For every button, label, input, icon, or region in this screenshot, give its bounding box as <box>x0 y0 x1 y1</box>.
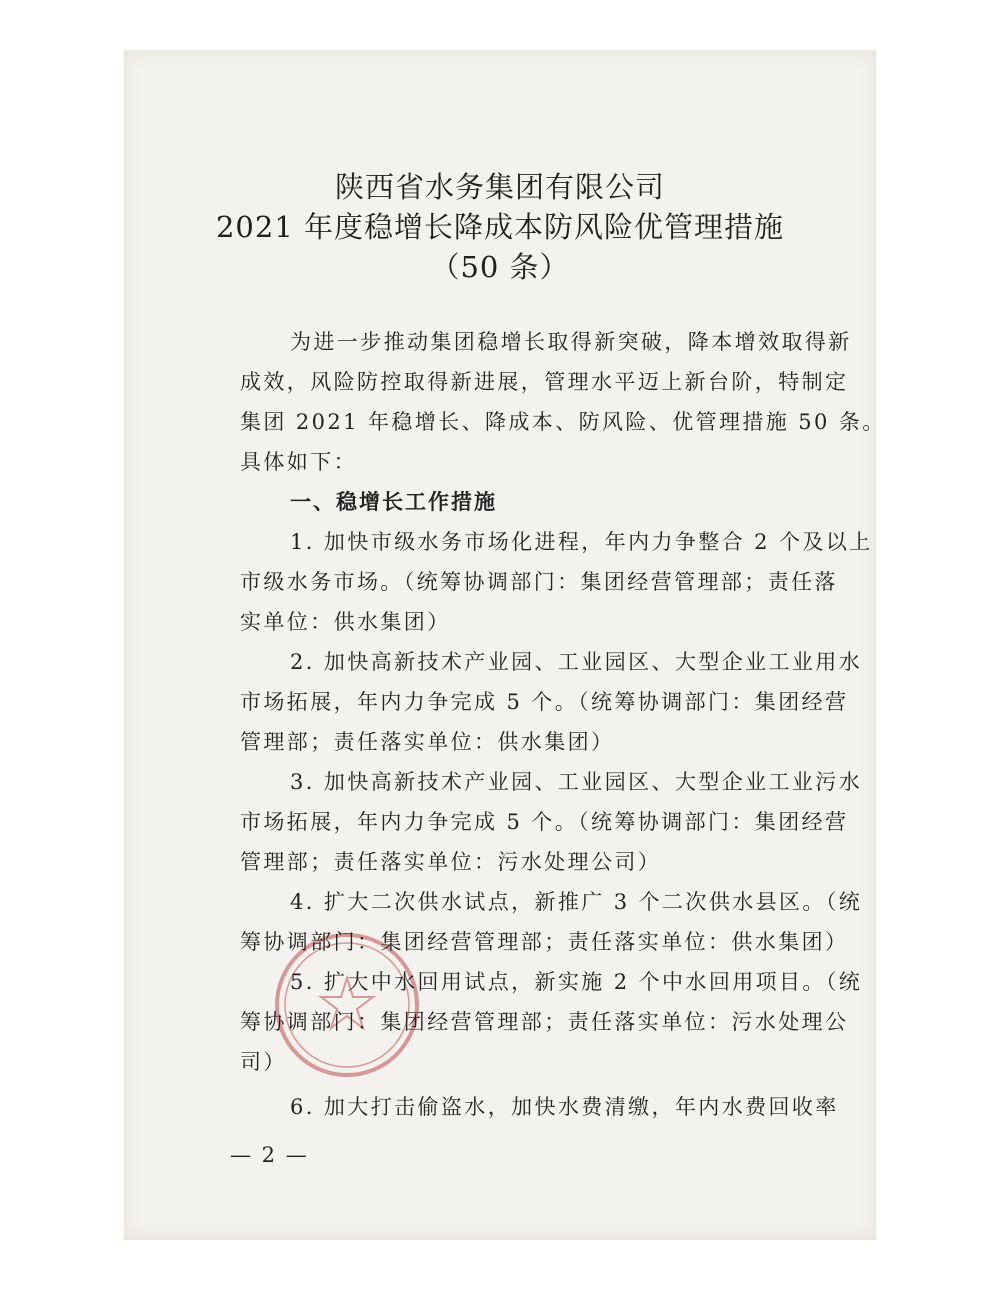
item-line: 筹协调部门：集团经营管理部；责任落实单位：污水处理公 <box>240 1010 849 1034</box>
doc-title-line-2: 2021 年度稳增长降成本防风险优管理措施 <box>215 210 785 244</box>
item-line: 1. 加快市级水务市场化进程，年内力争整合 2 个及以上 <box>290 530 873 554</box>
intro-line: 具体如下： <box>240 450 357 474</box>
item-line: 6. 加大打击偷盗水，加快水费清缴，年内水费回收率 <box>290 1095 839 1119</box>
intro-line: 成效，风险防控取得新进展，管理水平迈上新台阶，特制定 <box>240 370 849 394</box>
item-line: 管理部；责任落实单位：供水集团） <box>240 730 615 754</box>
doc-title-line-3: （50 条） <box>430 250 570 284</box>
item-line: 3. 加快高新技术产业园、工业园区、大型企业工业污水 <box>290 770 863 794</box>
item-line: 司） <box>240 1050 287 1074</box>
item-line: 筹协调部门：集团经营管理部；责任落实单位：供水集团） <box>240 930 849 954</box>
item-line: 市级水务市场。（统筹协调部门：集团经营管理部；责任落 <box>240 570 838 594</box>
item-line: 市场拓展，年内力争完成 5 个。（统筹协调部门：集团经营 <box>240 810 849 834</box>
intro-line: 为进一步推动集团稳增长取得新突破，降本增效取得新 <box>290 330 852 354</box>
item-line: 市场拓展，年内力争完成 5 个。（统筹协调部门：集团经营 <box>240 690 849 714</box>
item-line: 5. 扩大中水回用试点，新实施 2 个中水回用项目。（统 <box>290 970 863 994</box>
page-number: — 2 — <box>230 1143 309 1167</box>
doc-title-line-1: 陕西省水务集团有限公司 <box>334 170 665 204</box>
intro-line: 集团 2021 年稳增长、降成本、防风险、优管理措施 50 条。 <box>240 410 886 434</box>
item-line: 实单位：供水集团） <box>240 610 451 634</box>
item-line: 管理部；责任落实单位：污水处理公司） <box>240 850 662 874</box>
section-heading: 一、稳增长工作措施 <box>290 490 497 514</box>
item-line: 4. 扩大二次供水试点，新推广 3 个二次供水县区。（统 <box>290 890 863 914</box>
item-line: 2. 加快高新技术产业园、工业园区、大型企业工业用水 <box>290 650 863 674</box>
